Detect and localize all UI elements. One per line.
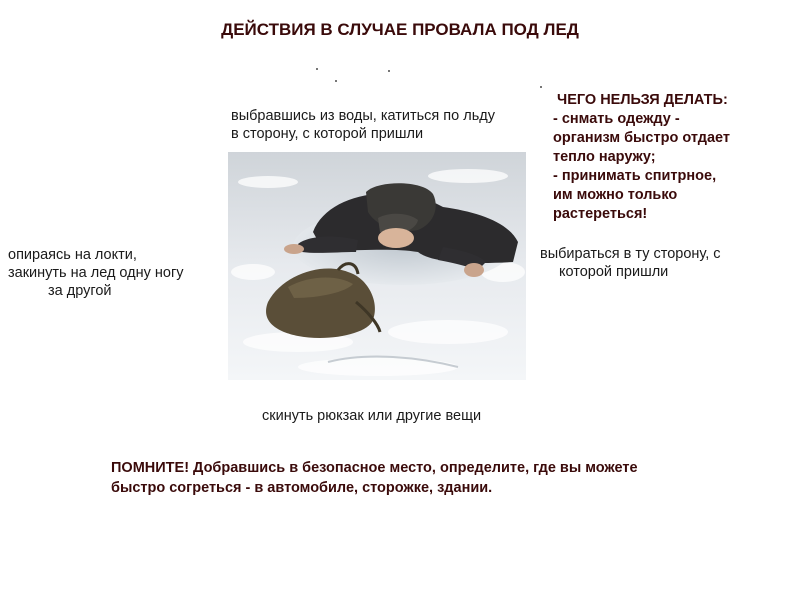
stray-dot <box>316 68 318 70</box>
caption-line: закинуть на лед одну ногу <box>8 265 184 281</box>
ice-rescue-photo <box>228 152 526 380</box>
caption-line: выбираться в ту сторону, с <box>540 246 721 262</box>
caption-direction <box>540 245 721 281</box>
stray-dot <box>388 70 390 72</box>
dont-do-heading: ЧЕГО НЕЛЬЗЯ ДЕЛАТЬ: <box>557 92 728 108</box>
caption-line: опираясь на локти, <box>8 247 137 263</box>
dont-do-line: - снмать одежду - <box>553 111 680 127</box>
ice-rescue-illustration <box>228 152 526 380</box>
dont-do-line: им можно только <box>553 187 678 203</box>
dont-do-line: организм быстро отдает <box>553 130 730 146</box>
caption-line: в сторону, с которой пришли <box>231 126 424 142</box>
dont-do-line: тепло наружу; <box>553 149 656 165</box>
caption-roll-away <box>231 107 495 143</box>
stray-dot <box>540 86 542 88</box>
dont-do-block <box>553 91 730 224</box>
caption-backpack: скинуть рюкзак или другие вещи <box>262 408 482 424</box>
caption-line: которой пришли <box>559 264 669 280</box>
remember-line: быстро согреться - в автомобиле, сторожке, здании. <box>111 480 493 496</box>
caption-elbows <box>8 246 184 300</box>
stray-dot <box>335 80 337 82</box>
page-title: ДЕЙСТВИЯ В СЛУЧАЕ ПРОВАЛА ПОД ЛЕД <box>221 20 579 39</box>
remember-block <box>111 458 638 498</box>
dont-do-line: растереться! <box>553 206 648 222</box>
remember-line: ПОМНИТЕ! Добравшись в безопасное место, определите, где вы можете <box>111 460 638 476</box>
caption-line: выбравшись из воды, катиться по льду <box>231 108 495 124</box>
dont-do-line: - принимать спитрное, <box>553 168 717 184</box>
caption-line: за другой <box>48 283 112 299</box>
